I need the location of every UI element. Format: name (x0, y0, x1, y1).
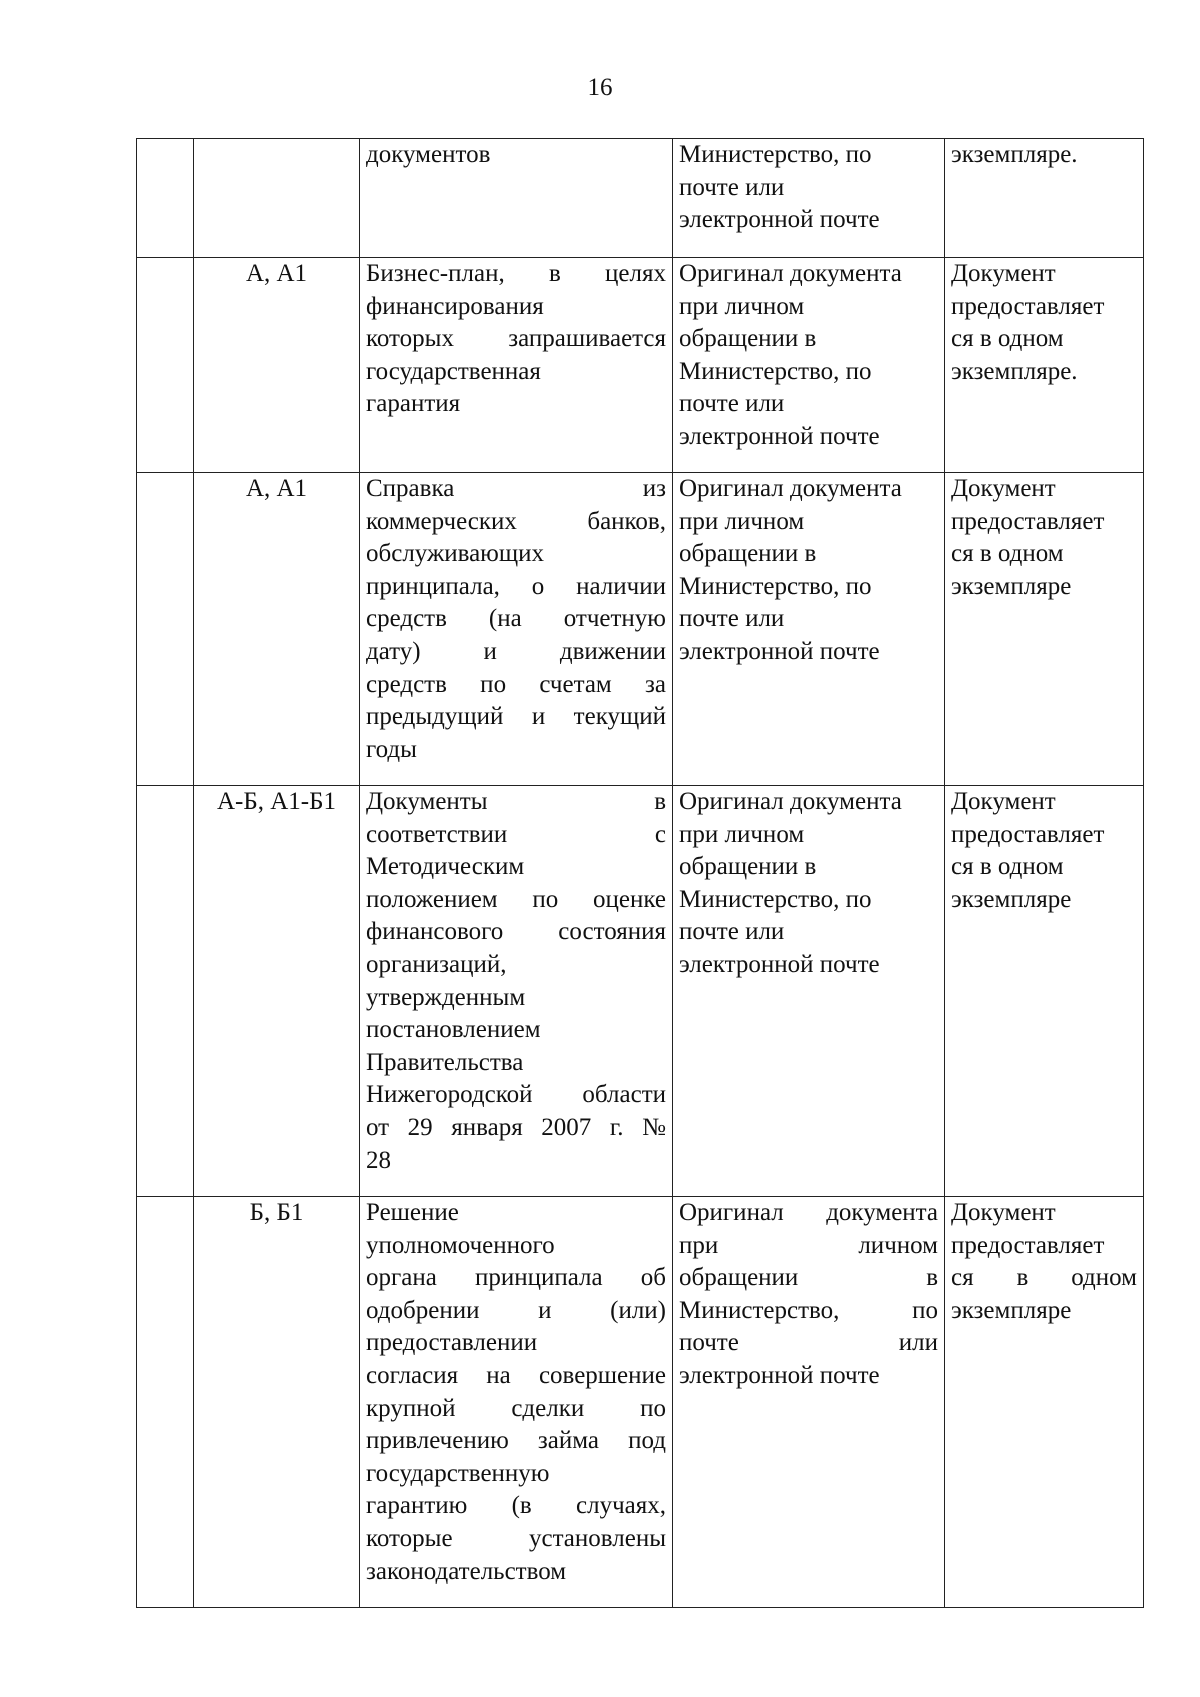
text-line: принципала, о наличии (366, 572, 666, 600)
text-line: Оригинал документа (679, 788, 902, 815)
group-cell: А-Б, А1-Б1 (194, 786, 360, 1197)
text-line: Нижегородской области (366, 1081, 666, 1109)
text-line: государственную (366, 1459, 550, 1487)
text-line: экземпляре. (951, 357, 1078, 385)
text-line: почте или (679, 605, 785, 633)
group-cell: А, А1 (194, 258, 360, 473)
text-line: электронной почте (679, 950, 880, 978)
text-line: экземпляре. (951, 141, 1078, 168)
text-line: Документ (951, 475, 1056, 502)
text-line: финансового состояния (366, 918, 666, 946)
text-line: при личном (679, 507, 805, 535)
text-line: Министерство, по (679, 572, 872, 600)
table-row (137, 473, 1144, 786)
text-line: ся в одном (951, 1264, 1137, 1292)
text-line: Министерство, по (679, 357, 872, 385)
text-line: Оригинал документа (679, 1199, 938, 1226)
group-cell: Б, Б1 (194, 1197, 360, 1608)
table-row (137, 1197, 1144, 1608)
text-line: уполномоченного (366, 1231, 555, 1259)
text-line: экземпляре (951, 885, 1072, 913)
text-line: гарантия (366, 390, 461, 418)
text-line: от 29 января 2007 г. № (366, 1113, 666, 1141)
text-line: при личном (679, 1231, 938, 1259)
text-line: экземпляре (951, 1296, 1072, 1324)
document-name-cell (360, 473, 673, 786)
text-line: Методическим (366, 853, 525, 881)
text-line: соответствии с (366, 820, 666, 848)
note-cell (945, 139, 1144, 258)
page-number: 16 (587, 74, 613, 101)
note-cell (945, 786, 1144, 1197)
note-cell (945, 1197, 1144, 1608)
table-row (137, 786, 1144, 1197)
text-line: ся в одном (951, 325, 1064, 353)
text-line: законодательством (366, 1557, 567, 1585)
text-line: положением по оценке (366, 885, 666, 913)
text-line: обслуживающих (366, 540, 544, 568)
text-line: предоставляет (951, 1231, 1105, 1259)
text-line: электронной почте (679, 1361, 880, 1389)
text-line: обращении в (679, 1264, 938, 1292)
text-line: при личном (679, 820, 805, 848)
text-line: согласия на совершение (366, 1361, 666, 1389)
text-line: постановлением (366, 1016, 541, 1044)
text-line: утвержденным (366, 983, 526, 1011)
documents-table (136, 138, 1144, 1608)
text-line: одобрении и (или) (366, 1296, 666, 1324)
group-cell (194, 139, 360, 258)
text-line: Министерство, по (679, 1296, 938, 1324)
text-line: ся в одном (951, 540, 1064, 568)
text-line: Решение (366, 1199, 459, 1226)
text-line: которые установлены (366, 1524, 666, 1552)
document-name-cell (360, 139, 673, 258)
row-number-cell (137, 786, 194, 1197)
text-line: гарантию (в случаях, (366, 1492, 666, 1520)
text-line: коммерческих банков, (366, 507, 666, 535)
text-line: предыдущий и текущий (366, 703, 666, 731)
submission-form-cell (673, 258, 945, 473)
note-cell (945, 258, 1144, 473)
text-line: Оригинал документа (679, 260, 902, 287)
text-line: электронной почте (679, 422, 880, 450)
text-line: обращении в (679, 853, 817, 881)
text-line: при личном (679, 292, 805, 320)
text-line: Документ (951, 1199, 1056, 1226)
text-line: организаций, (366, 950, 507, 978)
row-number-cell (137, 473, 194, 786)
text-line: предоставлении (366, 1329, 538, 1357)
group-cell: А, А1 (194, 473, 360, 786)
text-line: Документы в (366, 788, 666, 815)
text-line: которых запрашивается (366, 325, 666, 353)
text-line: документов (366, 141, 491, 168)
text-line: Министерство, по (679, 885, 872, 913)
submission-form-cell (673, 139, 945, 258)
text-line: почте или (679, 918, 785, 946)
text-line: предоставляет (951, 820, 1105, 848)
text-line: средств (на отчетную (366, 605, 666, 633)
text-line: обращении в (679, 325, 817, 353)
document-name-cell (360, 258, 673, 473)
document-name-cell (360, 1197, 673, 1608)
row-number-cell (137, 1197, 194, 1608)
text-line: крупной сделки по (366, 1394, 666, 1422)
text-line: Оригинал документа (679, 475, 902, 502)
text-line: ся в одном (951, 853, 1064, 881)
text-line: финансирования (366, 292, 544, 320)
note-cell (945, 473, 1144, 786)
text-line: государственная (366, 357, 541, 385)
text-line: привлечению займа под (366, 1427, 666, 1455)
text-line: органа принципала об (366, 1264, 666, 1292)
text-line: Правительства (366, 1048, 524, 1076)
text-line: 28 (366, 1146, 391, 1174)
text-line: предоставляет (951, 507, 1105, 535)
text-line: годы (366, 735, 417, 763)
text-line: Справка из (366, 475, 666, 502)
text-line: почте или (679, 390, 785, 418)
text-line: средств по счетам за (366, 670, 666, 698)
text-line: электронной почте (679, 637, 880, 665)
text-line: экземпляре (951, 572, 1072, 600)
text-line: Министерство, по (679, 141, 872, 168)
row-number-cell (137, 139, 194, 258)
document-name-cell (360, 786, 673, 1197)
text-line: предоставляет (951, 292, 1105, 320)
table-row (137, 139, 1144, 258)
row-number-cell (137, 258, 194, 473)
text-line: почте или (679, 1329, 938, 1357)
submission-form-cell (673, 1197, 945, 1608)
text-line: Документ (951, 260, 1056, 287)
text-line: дату) и движении (366, 637, 666, 665)
text-line: обращении в (679, 540, 817, 568)
submission-form-cell (673, 473, 945, 786)
submission-form-cell (673, 786, 945, 1197)
table-row (137, 258, 1144, 473)
text-line: электронной почте (679, 206, 880, 234)
text-line: почте или (679, 173, 785, 201)
text-line: Документ (951, 788, 1056, 815)
text-line: Бизнес-план, в целях (366, 260, 666, 287)
